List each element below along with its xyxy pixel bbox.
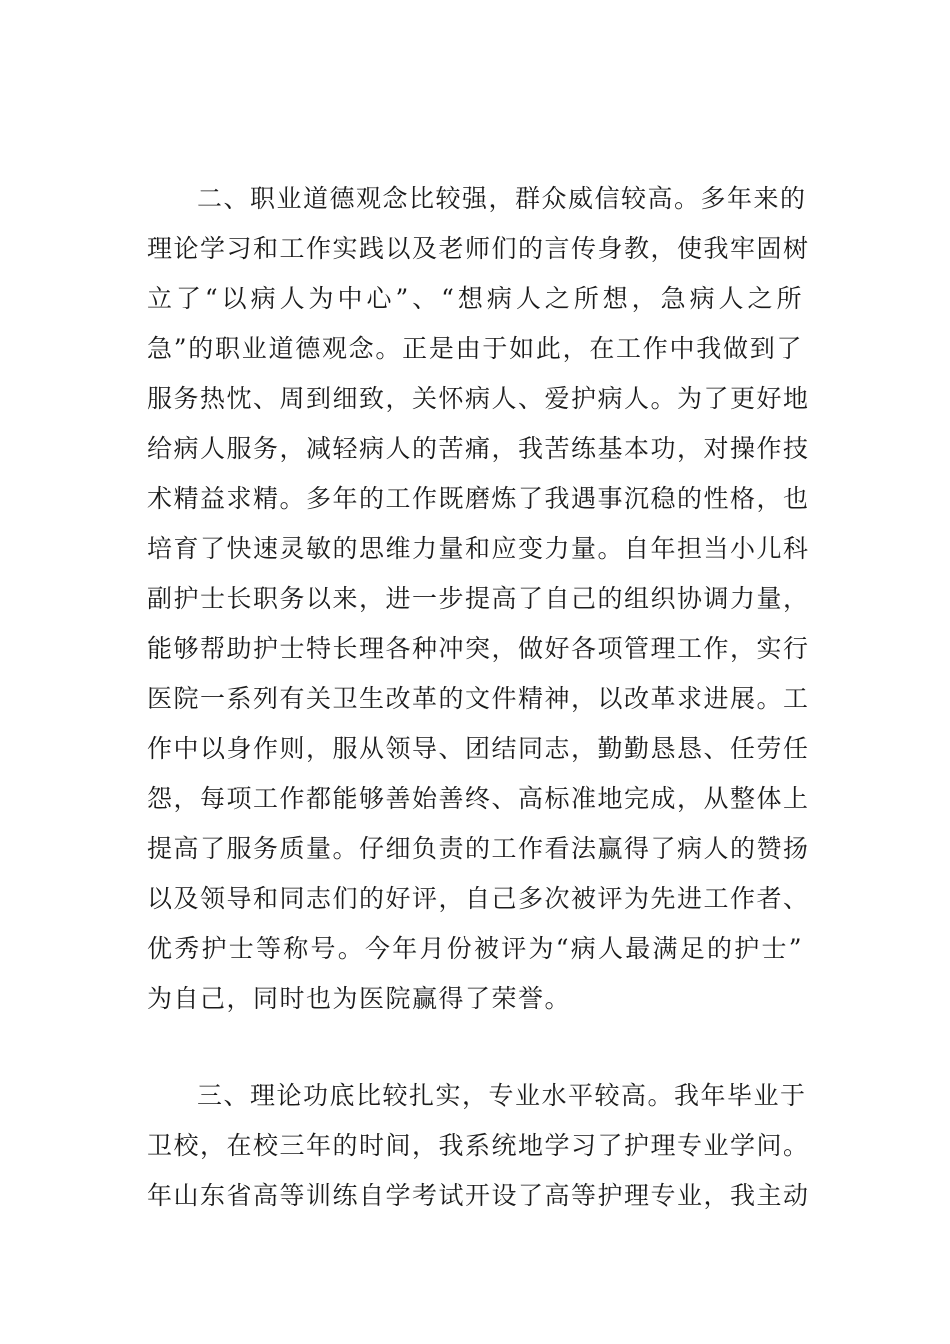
text-line: 为自己，同时也为医院赢得了荣誉。	[147, 984, 572, 1013]
text-line: 立了“以病人为中心”、“想病人之所想，急病人之所	[147, 284, 803, 313]
text-line: 理论学习和工作实践以及老师们的言传身教，使我牢固树	[147, 234, 810, 263]
text-line: 二、职业道德观念比较强，群众威信较高。多年来的	[197, 184, 807, 213]
text-line: 以及领导和同志们的好评，自己多次被评为先进工作者、	[147, 884, 810, 913]
text-line: 卫校，在校三年的时间，我系统地学习了护理专业学问。	[147, 1131, 810, 1160]
text-line: 培育了快速灵敏的思维力量和应变力量。自年担当小儿科	[147, 534, 810, 563]
text-line: 能够帮助护士特长理各种冲突，做好各项管理工作，实行	[147, 634, 810, 663]
text-line: 急”的职业道德观念。正是由于如此，在工作中我做到了	[147, 334, 803, 363]
text-line: 副护士长职务以来，进一步提高了自己的组织协调力量，	[147, 584, 810, 613]
text-line: 给病人服务，减轻病人的苦痛，我苦练基本功，对操作技	[147, 434, 810, 463]
text-line: 医院一系列有关卫生改革的文件精神，以改革求进展。工	[147, 684, 810, 713]
text-line: 作中以身作则，服从领导、团结同志，勤勤恳恳、任劳任	[147, 734, 810, 763]
text-line: 年山东省高等训练自学考试开设了高等护理专业，我主动	[147, 1181, 810, 1210]
text-line: 提高了服务质量。仔细负责的工作看法赢得了病人的赞扬	[147, 834, 810, 863]
text-line: 怨，每项工作都能够善始善终、高标准地完成，从整体上	[147, 784, 810, 813]
text-line: 服务热忱、周到细致，关怀病人、爱护病人。为了更好地	[147, 384, 810, 413]
text-line: 三、理论功底比较扎实，专业水平较高。我年毕业于	[197, 1081, 807, 1110]
text-line: 优秀护士等称号。今年月份被评为“病人最满足的护士”	[147, 934, 803, 963]
text-line: 术精益求精。多年的工作既磨炼了我遇事沉稳的性格，也	[147, 484, 810, 513]
